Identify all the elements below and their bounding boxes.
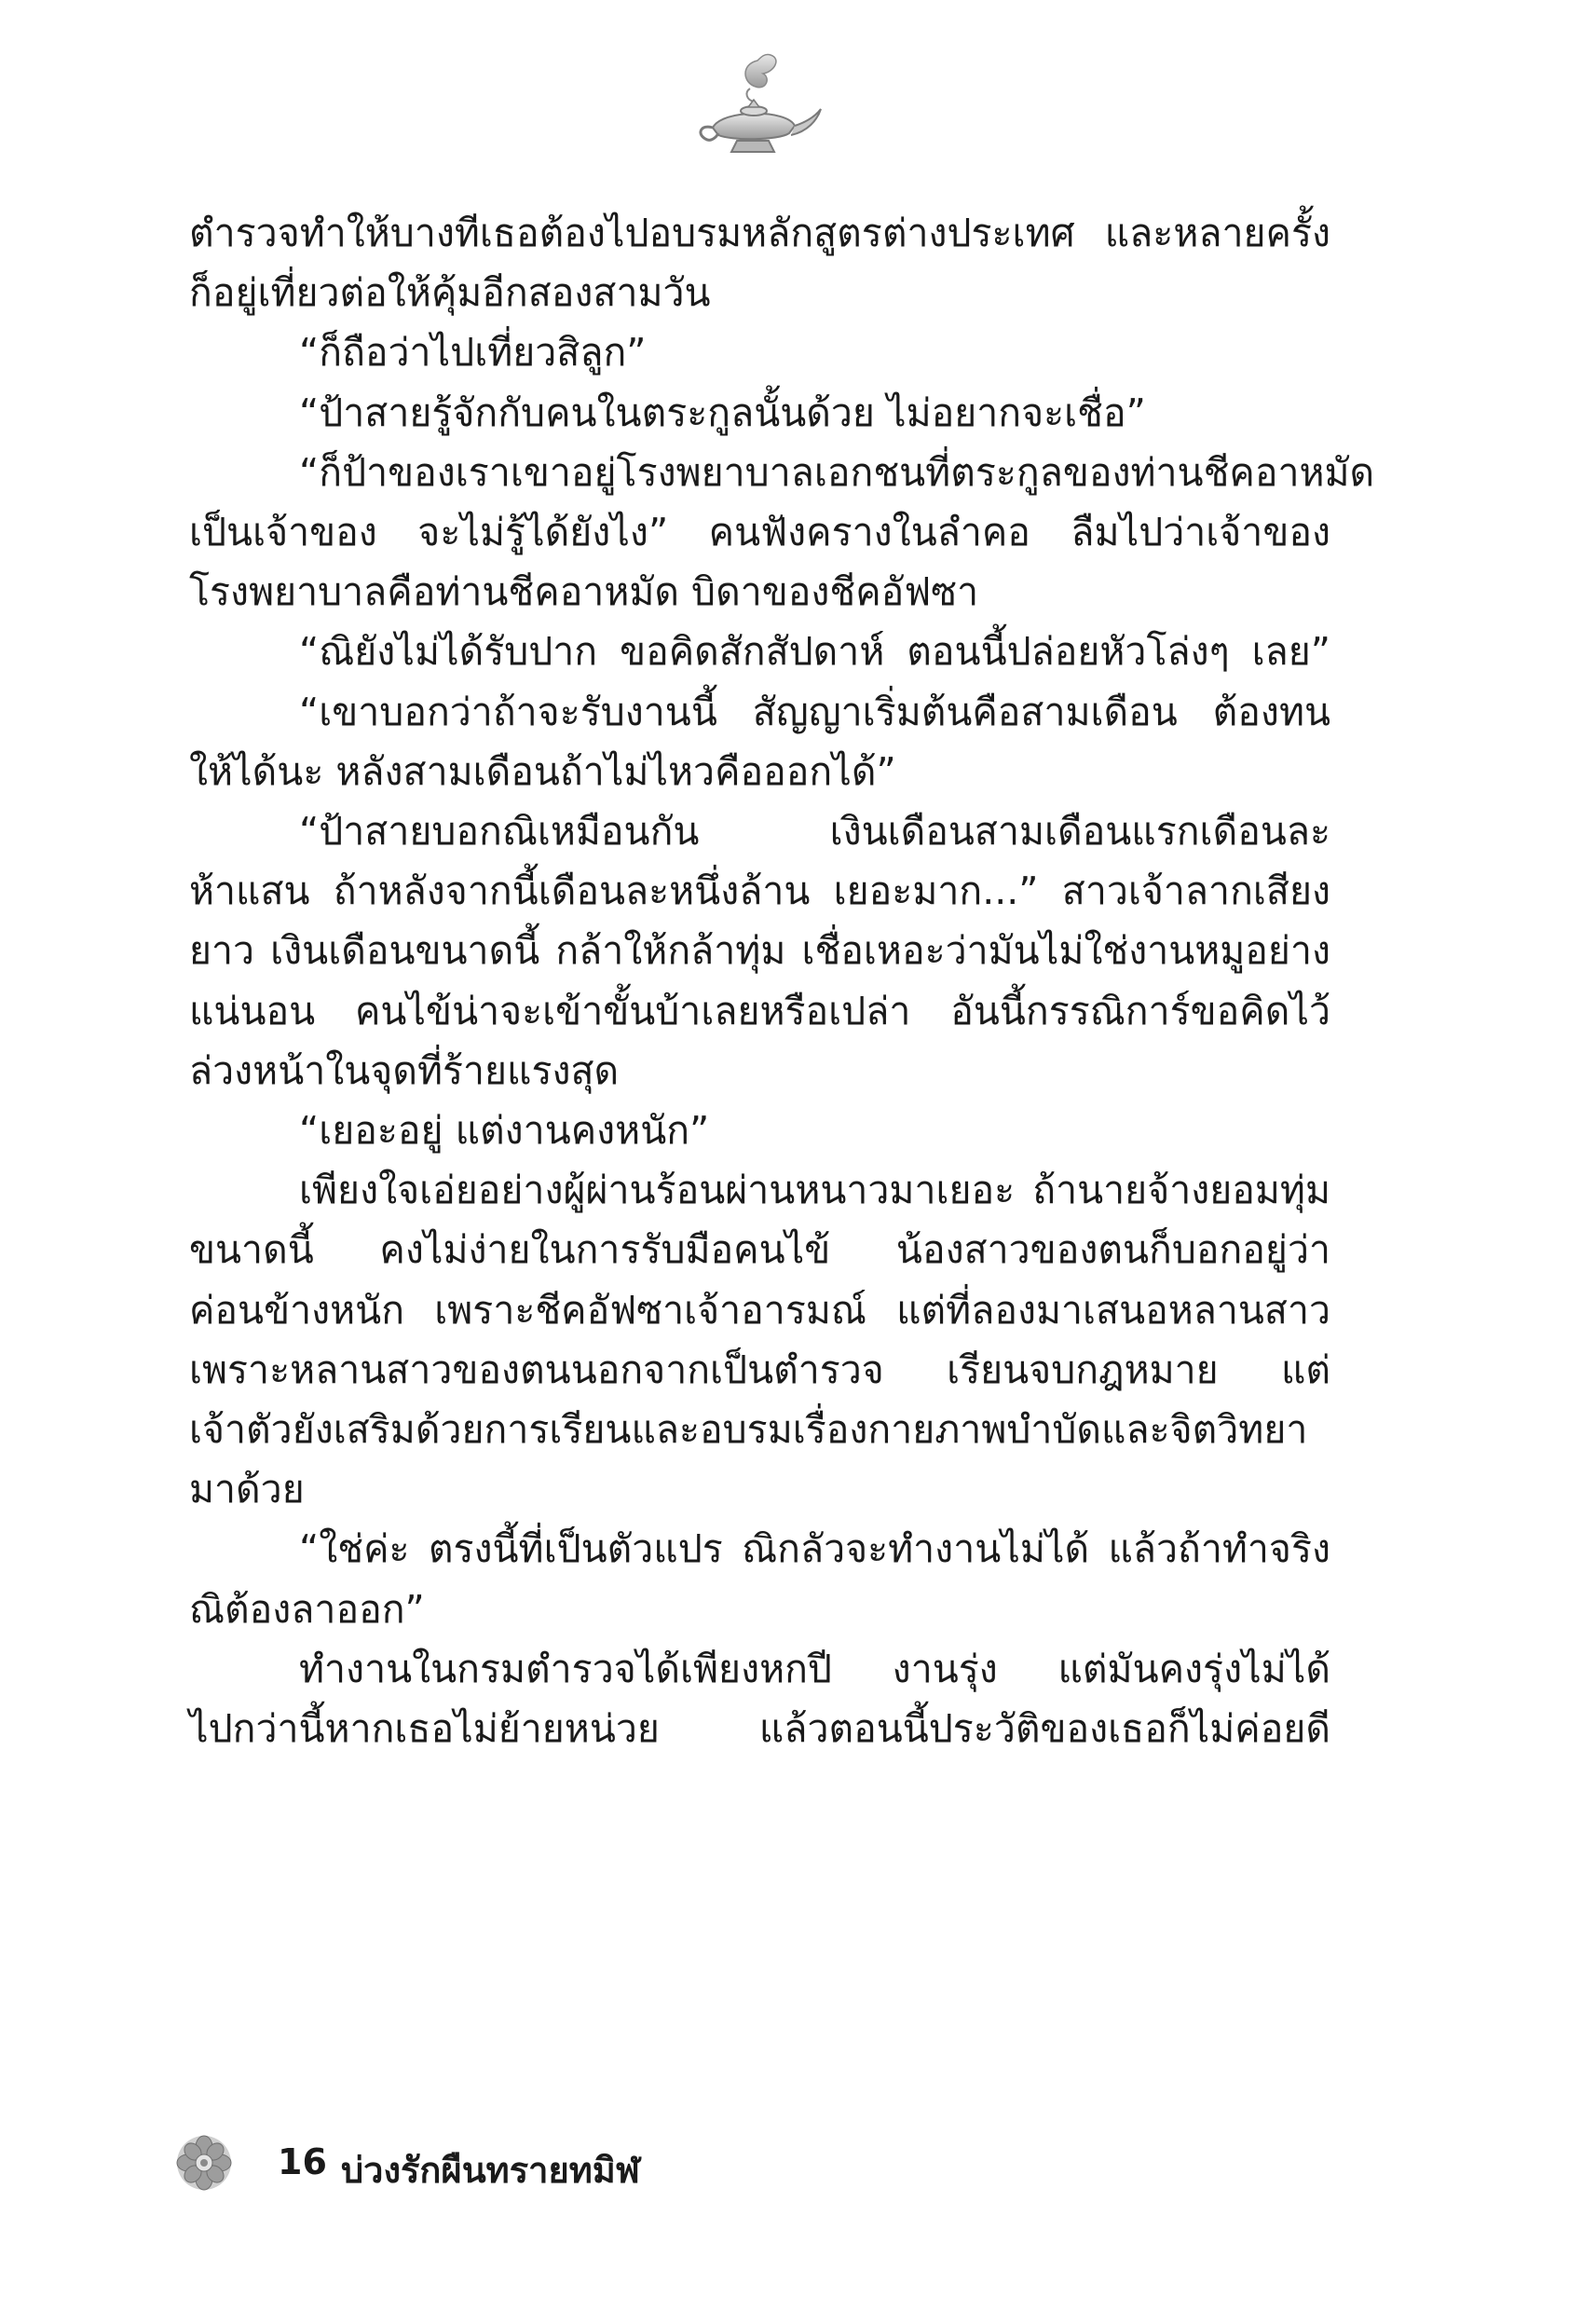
page-number: 16 xyxy=(278,2141,327,2182)
text-line: ล่วงหน้าในจุดที่ร้ายแรงสุด xyxy=(189,1047,620,1093)
text-line: เพียงใจเอ่ยอย่างผู้ผ่านร้อนผ่านหนาวมาเยอะ ถ้านายจ้างยอมทุ่ม xyxy=(299,1168,1330,1213)
genie-lamp-ornament-icon xyxy=(685,51,825,163)
text-line: ห้าแสน ถ้าหลังจากนี้เดือนละหนึ่งล้าน เยอะมาก...” สาวเจ้าลากเสียง xyxy=(189,868,1330,914)
body-text xyxy=(189,203,1375,1758)
text-line: มาด้วย xyxy=(189,1467,305,1512)
text-line: ให้ได้นะ หลังสามเดือนถ้าไม่ไหวคือออกได้” xyxy=(189,748,896,794)
page-footer xyxy=(175,2134,1014,2199)
text-line: ณิต้องลาออก” xyxy=(189,1586,425,1632)
text-line: “ก็ถือว่าไปเที่ยวสิลูก” xyxy=(299,330,647,376)
text-line: เพราะหลานสาวของตนนอกจากเป็นตำรวจ เรียนจบกฎหมาย แต่ xyxy=(189,1347,1330,1392)
text-line: ขนาดนี้ คงไม่ง่ายในการรับมือคนไข้ น้องสาวของตนก็บอกอยู่ว่า xyxy=(189,1227,1330,1273)
text-line: “ก็ป้าของเราเขาอยู่โรงพยาบาลเอกชนที่ตระกูลของท่านชีคอาหมัด xyxy=(299,449,1375,495)
text-line: ค่อนข้างหนัก เพราะชีคอัฟซาเจ้าอารมณ์ แต่ที่ลองมาเสนอหลานสาว xyxy=(189,1287,1330,1333)
text-line: ตำรวจทำให้บางทีเธอต้องไปอบรมหลักสูตรต่างประเทศ และหลายครั้ง xyxy=(189,211,1330,255)
text-line: “ณิยังไม่ได้รับปาก ขอคิดสักสัปดาห์ ตอนนี้ปล่อยหัวโล่งๆ เลย” xyxy=(299,629,1330,675)
text-line: “ป้าสายรู้จักกับคนในตระกูลนั้นด้วย ไม่อยากจะเชื่อ” xyxy=(299,390,1146,435)
text-line: ก็อยู่เที่ยวต่อให้คุ้มอีกสองสามวัน xyxy=(189,270,711,316)
flower-ornament-icon xyxy=(175,2134,233,2192)
text-line: “ใช่ค่ะ ตรงนี้ที่เป็นตัวแปร ณิกลัวจะทำงานไม่ได้ แล้วถ้าทำจริง xyxy=(299,1526,1330,1572)
text-line: ยาว เงินเดือนขนาดนี้ กล้าให้กล้าทุ่ม เชื่อเหอะว่ามันไม่ใช่งานหมูอย่าง xyxy=(189,928,1330,974)
text-line: ทำงานในกรมตำรวจได้เพียงหกปี งานรุ่ง แต่มันคงรุ่งไม่ได้ xyxy=(299,1646,1330,1691)
text-line: ไปกว่านี้หากเธอไม่ย้ายหน่วย แล้วตอนนี้ประวัติของเธอก็ไม่ค่อยดี xyxy=(189,1706,1330,1752)
text-line: เจ้าตัวยังเสริมด้วยการเรียนและอบรมเรื่องกายภาพบำบัดและจิตวิทยา xyxy=(189,1407,1308,1453)
book-title: บ่วงรักผืนทรายทมิฬ xyxy=(341,2150,640,2191)
text-line: “เขาบอกว่าถ้าจะรับงานนี้ สัญญาเริ่มต้นคือสามเดือน ต้องทน xyxy=(299,689,1330,734)
text-line: โรงพยาบาลคือท่านชีคอาหมัด บิดาของชีคอัฟซา xyxy=(189,569,979,615)
text-line: เป็นเจ้าของ จะไม่รู้ได้ยังไง” คนฟังครางในลำคอ ลืมไปว่าเจ้าของ xyxy=(189,510,1330,555)
text-line: แน่นอน คนไข้น่าจะเข้าขั้นบ้าเลยหรือเปล่า อันนี้กรรณิการ์ขอคิดไว้ xyxy=(189,988,1330,1033)
text-line: “ป้าสายบอกณิเหมือนกัน เงินเดือนสามเดือนแรกเดือนละ xyxy=(299,809,1330,855)
text-line: “เยอะอยู่ แต่งานคงหนัก” xyxy=(299,1108,710,1154)
